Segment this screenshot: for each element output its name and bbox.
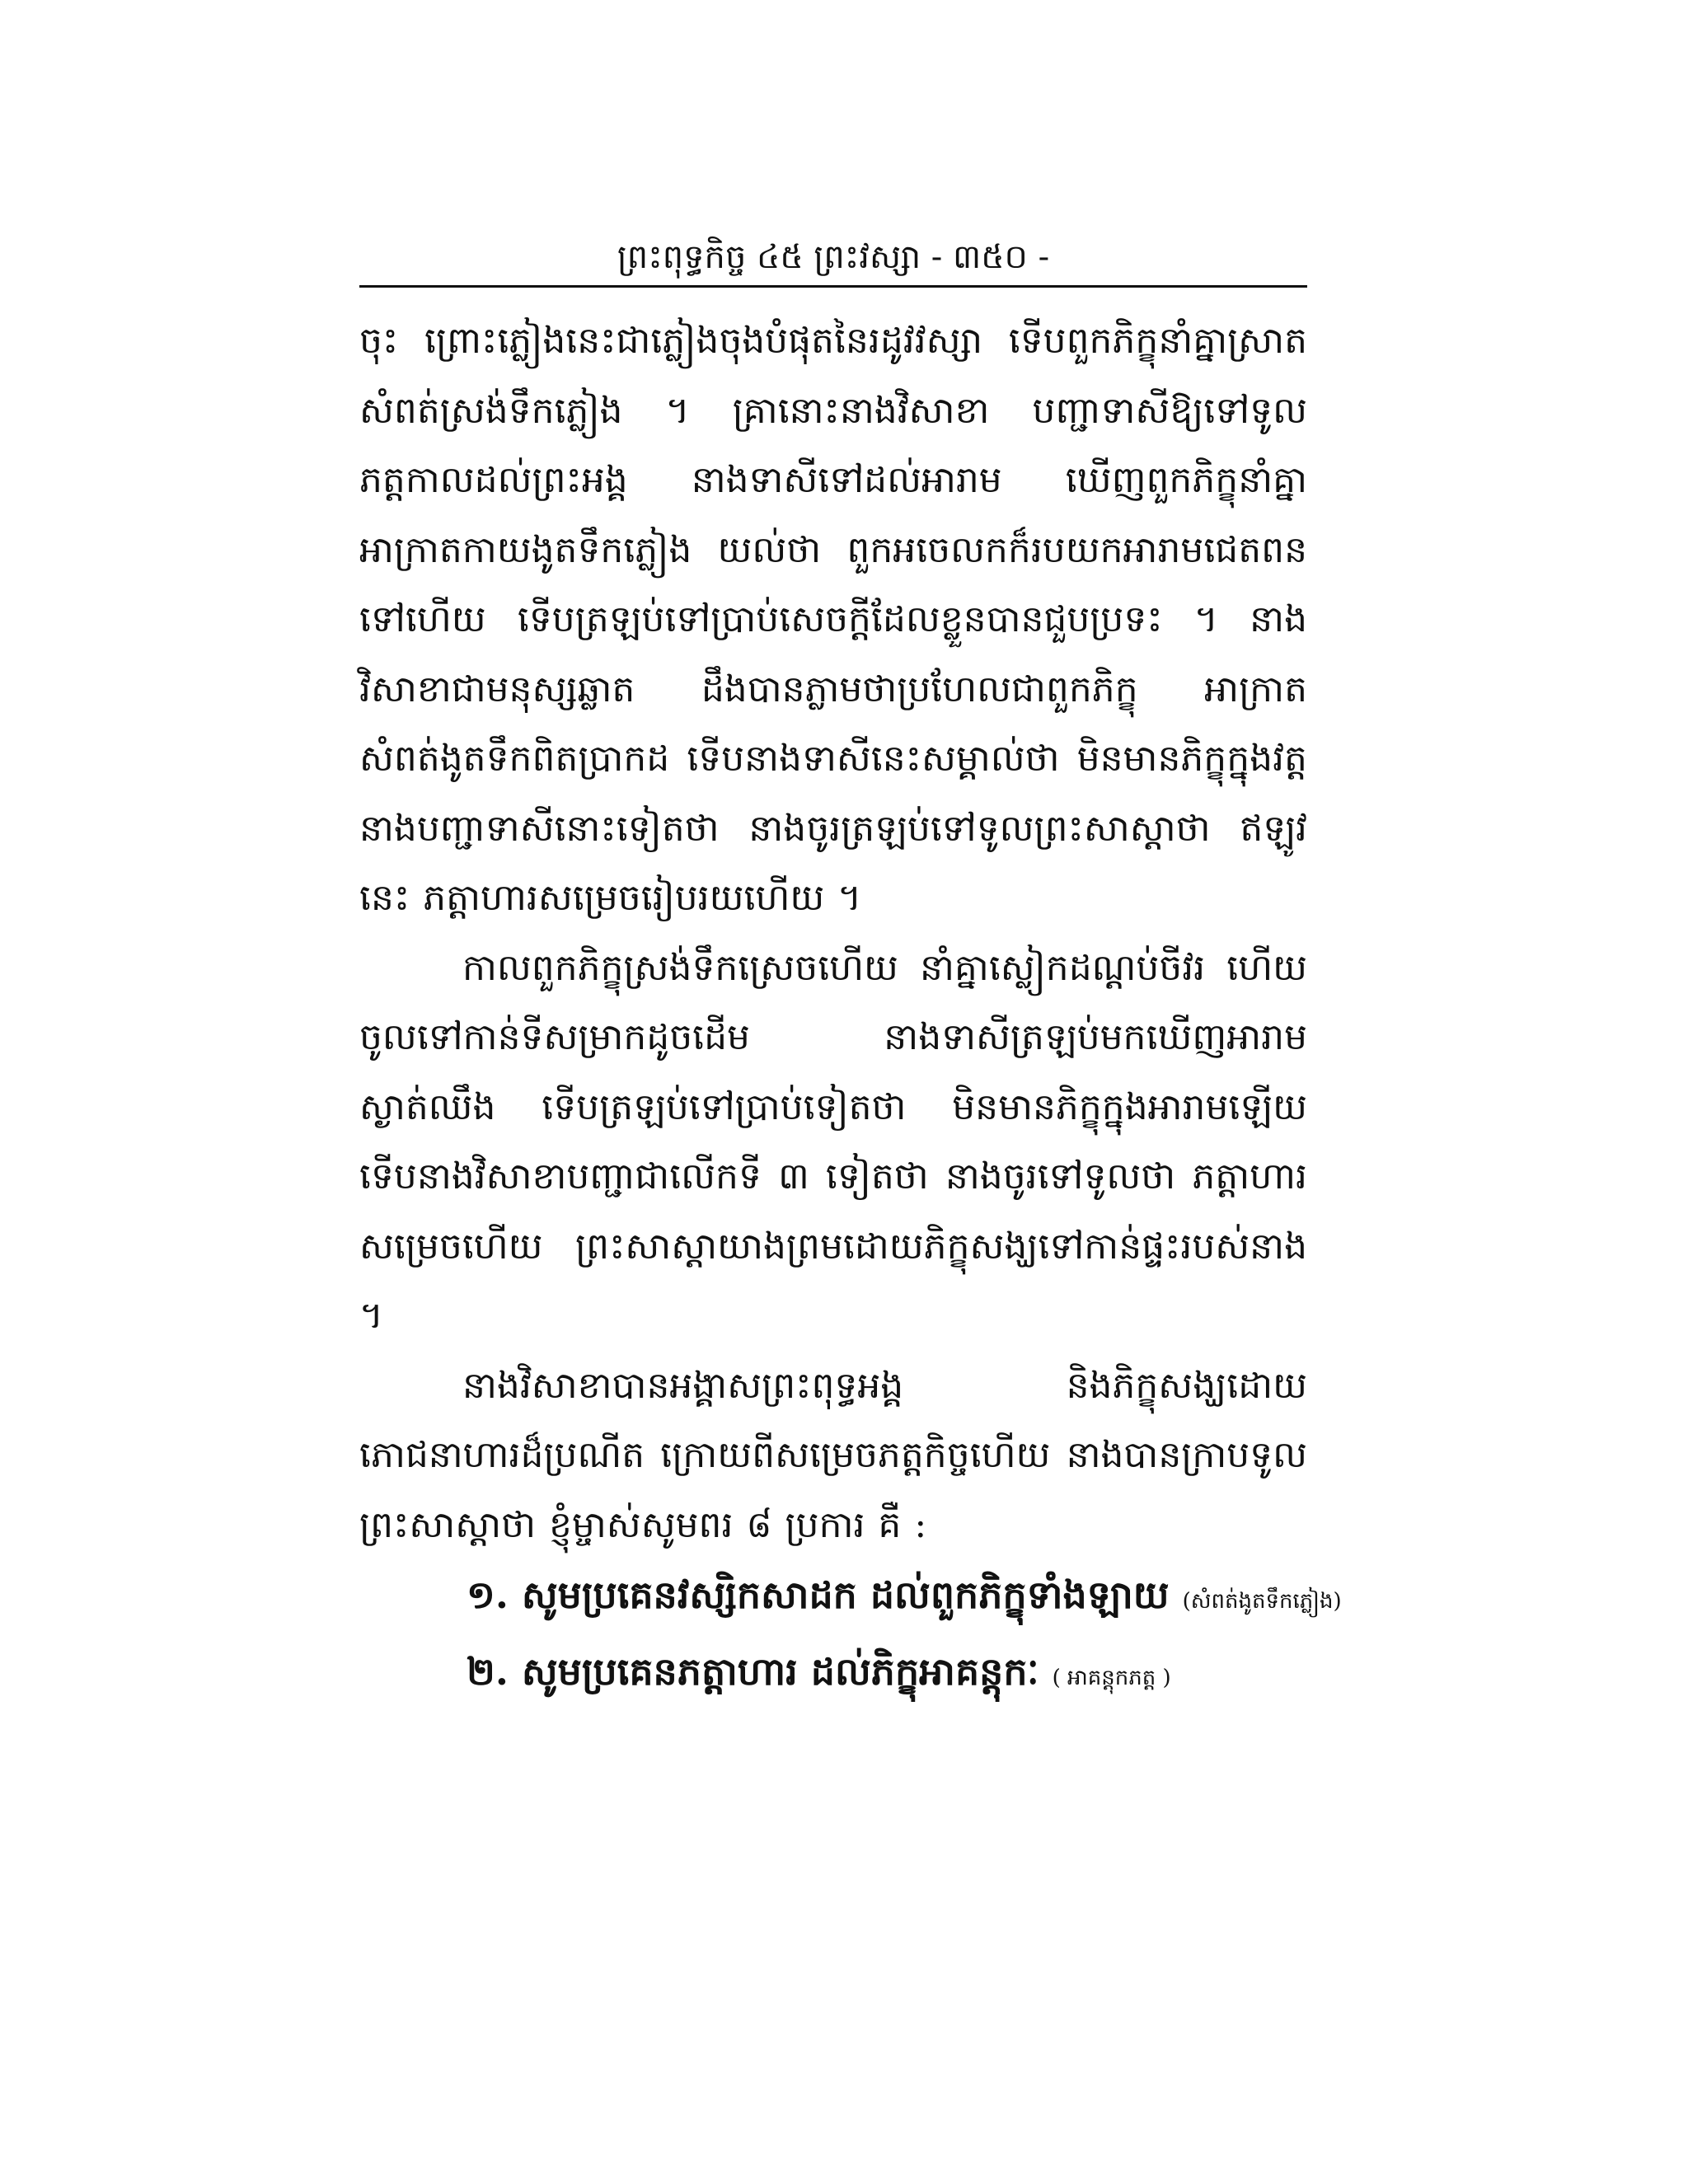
list-item-text: ២. សូមប្រគេនភត្តាហារ ដល់ភិក្ខុអាគន្តុកៈ [467, 1648, 1039, 1694]
wishes-list [359, 1560, 1342, 1713]
list-item [359, 1560, 1342, 1637]
body-text [359, 307, 1342, 1713]
paragraph-2: កាលពួកភិក្ខុស្រង់ទឹកស្រេចហើយ នាំគ្នាស្លៀកដណ្ដប់ចីវរ ហើយចូលទៅកាន់ទីសម្រាកដូចដើម នាងទាសីត្រឡប់មកឃើញអារាមស្ងាត់ឈឹង ទើបត្រឡប់ទៅប្រាប់ទៀតថា មិនមានភិក្ខុក្នុងអារាមឡើយ ទើបនាងវិសាខាបញ្ជាជាលើកទី ៣ ទៀតថា នាងចូរទៅទូលថា ភត្តាហារសម្រេចហើយ ព្រះសាស្ដាយាងព្រមដោយភិក្ខុសង្ឃទៅកាន់ផ្ទះរបស់នាង ។ [359, 946, 1307, 1337]
paragraph-1: ចុះ ព្រោះភ្លៀងនេះជាភ្លៀងចុងបំផុតនៃរដូវវស្សា ទើបពួកភិក្ខុនាំគ្នាស្រាតសំពត់ស្រង់ទឹកភ្លៀង ។ គ្រានោះនាងវិសាខា បញ្ជាទាសីឱ្យទៅទូលភត្តកាលដល់ព្រះអង្គ នាងទាសីទៅដល់អារាម ឃើញពួកភិក្ខុនាំគ្នាអាក្រាតកាយងូតទឹកភ្លៀង យល់ថា ពួកអចេលកក៏របយកអារាមជេតពនទៅហើយ ទើបត្រឡប់ទៅប្រាប់សេចក្ដីដែលខ្លួនបានជួបប្រទះ ។ នាងវិសាខាជាមនុស្សឆ្លាត ដឹងបានភ្លាមថាប្រហែលជាពួកភិក្ខុ អាក្រាតសំពត់ងូតទឹកពិតប្រាកដ ទើបនាងទាសីនេះសម្គាល់ថា មិនមានភិក្ខុក្នុងវត្ត នាងបញ្ជាទាសីនោះទៀតថា នាងចូរត្រឡប់ទៅទូលព្រះសាស្ដាថា ឥឡូវនេះ ភត្តាហារសម្រេចរៀបរយហើយ ។ [359, 320, 1307, 919]
header-rule [359, 285, 1307, 288]
list-item-note: ( អាគន្តុកភត្ត ) [1052, 1665, 1171, 1690]
paragraph-3: នាងវិសាខាបានអង្គាសព្រះពុទ្ធអង្គ និងភិក្ខុសង្ឃដោយភោជនាហារដ៏ប្រណីត ក្រោយពីសម្រេចភត្តកិច្ចហើយ នាងបានក្រាបទូលព្រះសាស្ដាថា ខ្ញុំម្ចាស់សូមពរ ៨ ប្រការ គឺ : [359, 1364, 1307, 1546]
list-item [359, 1637, 1307, 1713]
list-item-text: ១. សូមប្រគេនវស្សិកសាដក ដល់ពួកភិក្ខុទាំងឡាយ [467, 1572, 1170, 1617]
list-item-note: (សំពត់ងូតទឹកភ្លៀង) [1182, 1589, 1342, 1614]
running-header: ព្រះពុទ្ធកិច្ច ៤៥ ព្រះវស្សា - ៣៥០ - [617, 238, 1050, 276]
